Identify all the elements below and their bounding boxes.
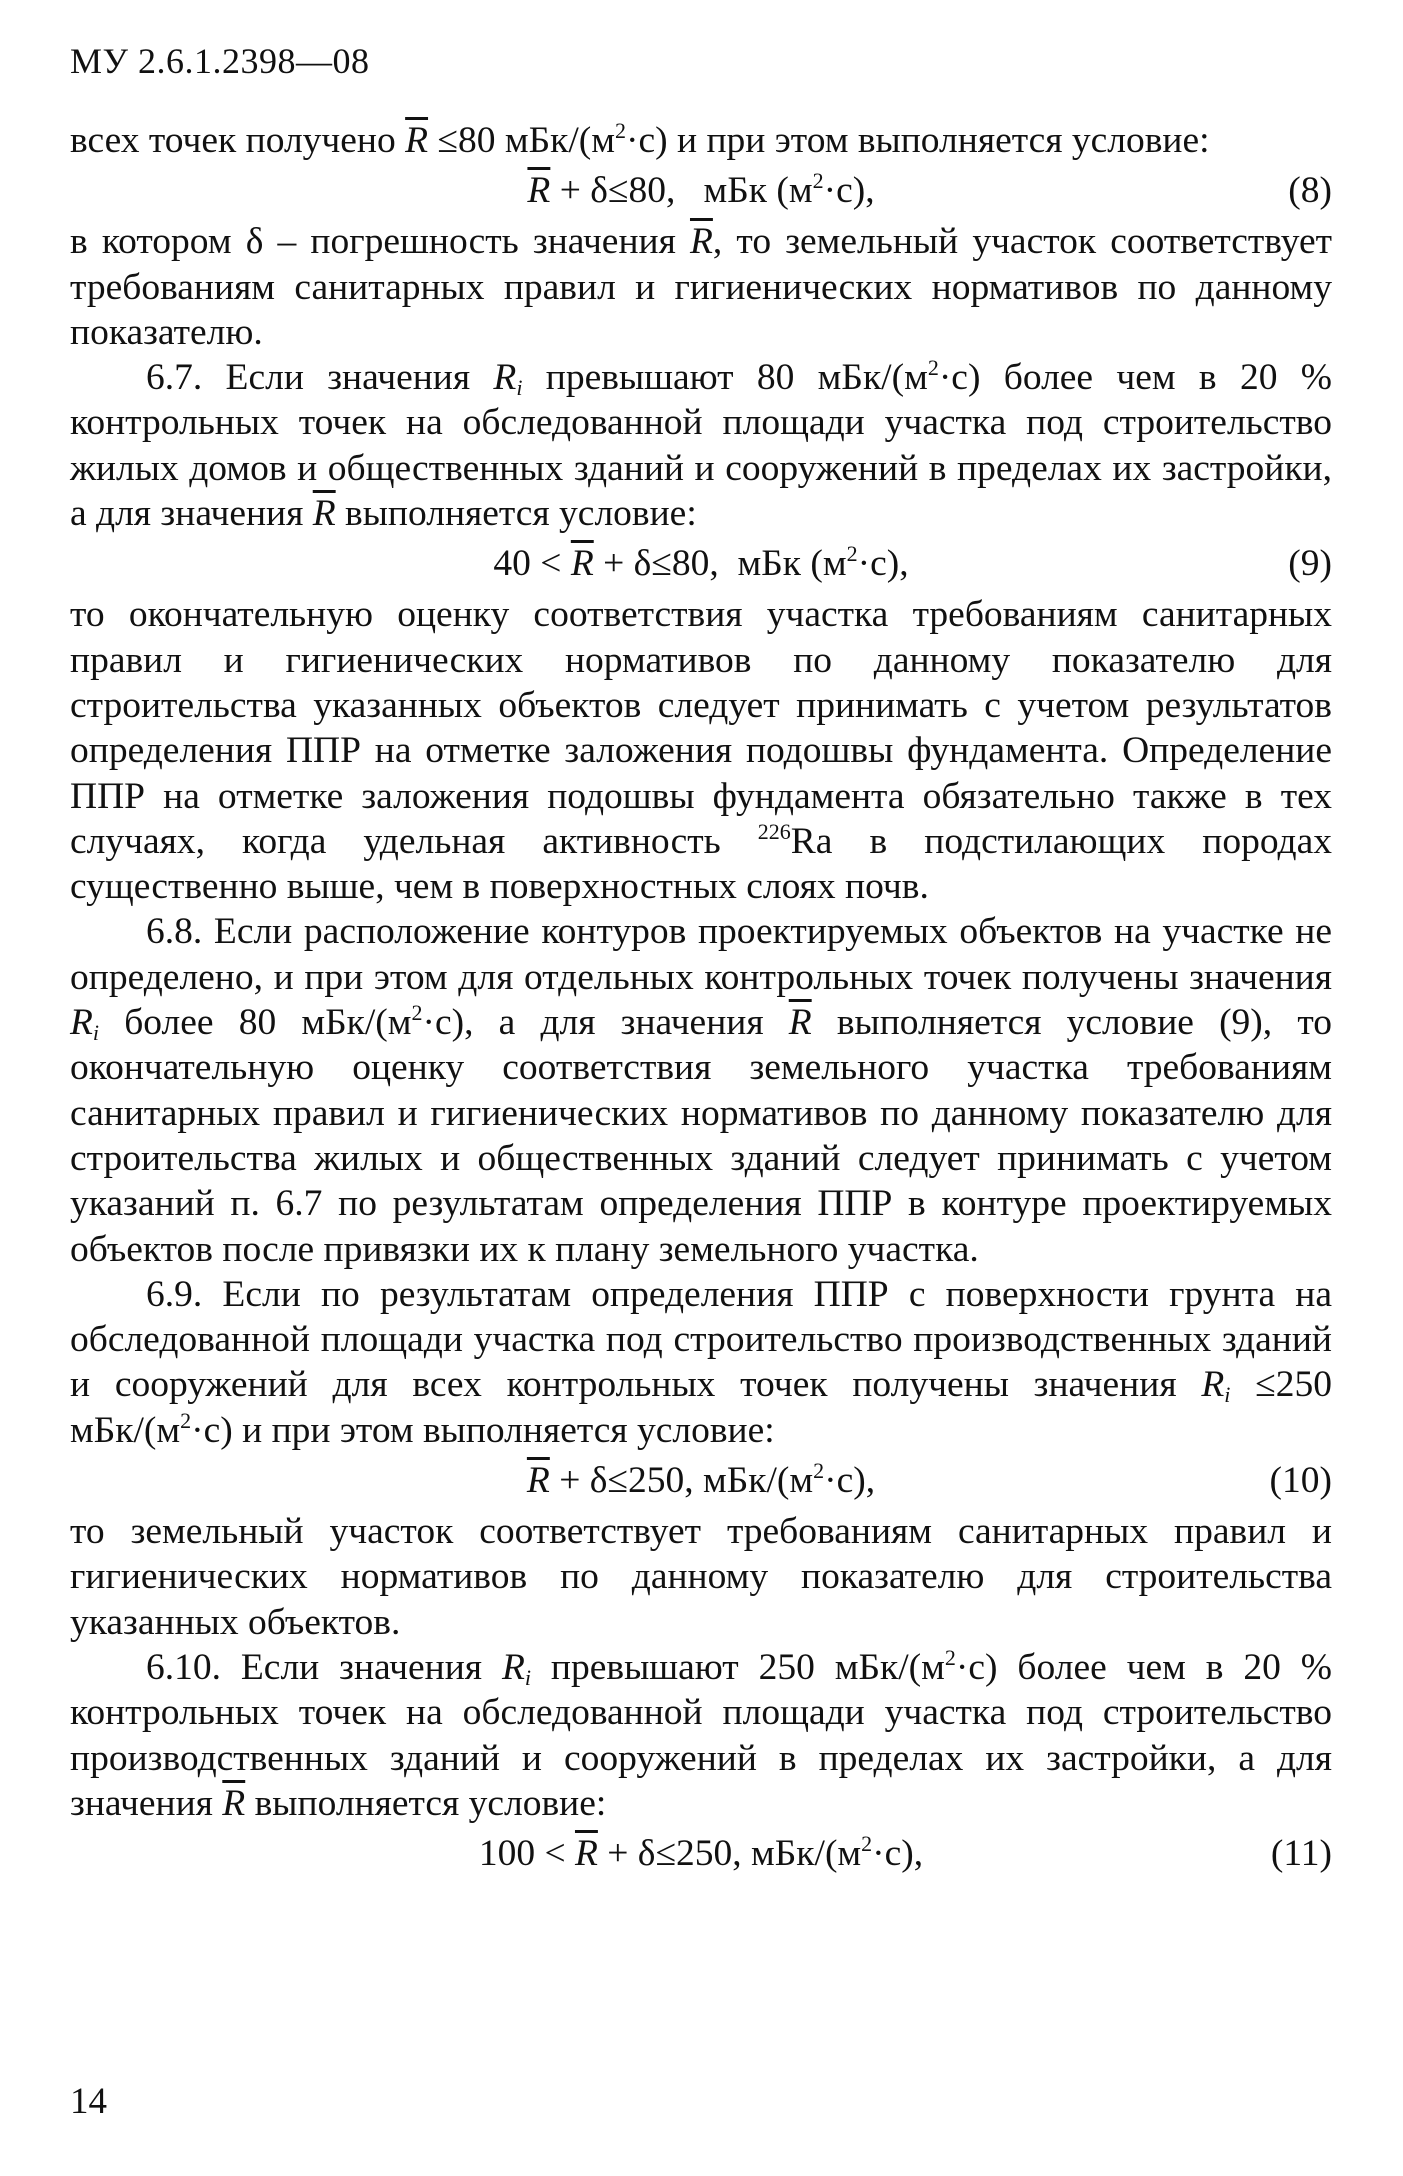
- document-header: МУ 2.6.1.2398—08: [70, 41, 370, 81]
- paragraph: то земельный участок соответствует требованиям санитарных правил и гигиенических нормативов по данному показателю для строительства указанных объектов.: [70, 1511, 1332, 1643]
- equation-number: (10): [1269, 1460, 1332, 1502]
- equation: [70, 1453, 1332, 1509]
- equation-expression: $100 < \overline{R} + \delta\le 250$, мБк/$(м^2\cdot с)$,: [478, 1831, 924, 1875]
- paragraph: 6.9. Если по результатам определения ППР с поверхности грунта на обследованной площади участка под строительство производственных зданий и сооружений для всех контрольных точек получены значения $R_i \le 250$ мБк/$(м^2\cdot с)$ и при этом выполняется условие:: [70, 1273, 1332, 1451]
- paragraph: 6.10. Если значения $R_i$ превышают 250 мБк/$(м^2\cdot с)$ более чем в 20 % контрольных точек на обследованной площади участка под строительство производственных зданий и сооружений в пределах их застройки, а для значения $\overline{R}$ выполняется условие:: [70, 1644, 1333, 1824]
- paragraph: то окончательную оценку соответствия участка требованиям санитарных правил и гигиенических нормативов по данному показателю для строительства указанных объектов следует принимать с учетом результатов определения ППР на отметке заложения подошвы фундамента. Определение ППР на отметке заложения подошвы фундамента обязательно также в тех случаях, когда удельная активность $^{226}$Ra в подстилающих породах существенно выше, чем в поверхностных слоях почв.: [70, 594, 1333, 908]
- equation: [70, 163, 1332, 219]
- equation-number: (9): [1288, 543, 1332, 585]
- paragraph: всех точек получено $\overline{R} \le 80$ мБк/$(м^2\cdot с)$ и при этом выполняется условие:: [70, 118, 1210, 161]
- paragraph: 6.8. Если расположение контуров проектируемых объектов на участке не определено, и при этом для отдельных контрольных точек получены значения $R_i$ более 80 мБк/$(м^2\cdot с)$, а для значения $\overline{R}$ выполняется условие (9), то окончательную оценку соответствия земельного участка требованиям санитарных правил и гигиенических нормативов по данному показателю для строительства жилых и общественных зданий следует принимать с учетом указаний п. 6.7 по результатам определения ППР в контуре проектируемых объектов после привязки их к плану земельного участка.: [70, 911, 1332, 1270]
- page-body: [70, 118, 1332, 1882]
- equation-expression: $\overline{R} + \delta\le 250$, мБк/$(м^2\cdot с)$,: [526, 1458, 876, 1502]
- paragraph: в котором δ – погрешность значения $\overline{R}$, то земельный участок соответствует требованиям санитарных правил и гигиенических нормативов по данному показателю.: [70, 221, 1332, 353]
- page-number: 14: [70, 2081, 107, 2122]
- equation: [70, 1826, 1332, 1882]
- paragraph: 6.7. Если значения $R_i$ превышают 80 мБк/$(м^2\cdot с)$ более чем в 20 % контрольных точек на обследованной площади участка под строительство жилых домов и общественных зданий и сооружений в пределах их застройки, а для значения $\overline{R}$ выполняется условие:: [70, 355, 1332, 535]
- equation-expression: $40 < \overline{R} + \delta\le 80$, мБк $(м^2\cdot с)$,: [493, 541, 909, 585]
- equation: [70, 536, 1332, 592]
- equation-number: (8): [1288, 170, 1332, 212]
- equation-expression: $\overline{R} + \delta\le 80$, мБк $(м^2\cdot с)$,: [527, 168, 875, 212]
- equation-number: (11): [1270, 1833, 1332, 1875]
